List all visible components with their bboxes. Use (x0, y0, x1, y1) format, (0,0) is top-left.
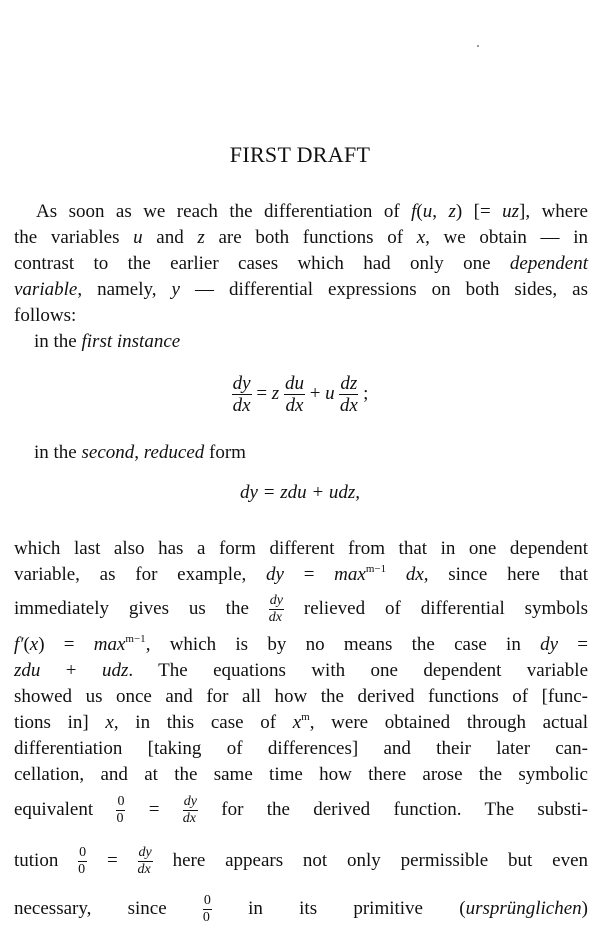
paragraph-line: tions in] x, in this case of $x^m$, were obtained through actual (14, 711, 588, 733)
scan-speck (477, 45, 479, 47)
paragraph-line: variable, namely, y — differential expressions on both sides, as (14, 279, 588, 300)
paragraph-line: which last also has a form different from that in one dependent (14, 538, 588, 559)
fraction: $\frac{dy}{dx}$ (137, 845, 152, 877)
fraction: $\frac{0}{0}$ (78, 845, 87, 877)
fraction: $\frac{dy}{dx}$ (268, 593, 283, 625)
equation-derivative: $\frac{dy}{dx}$ = z $\frac{du}{dx}$ + u $\frac{dz}{dx}$ ; (232, 373, 369, 416)
fraction: $\frac{dy}{dx}$ (232, 373, 251, 416)
paragraph-line: equivalent $\frac{0}{0}$ = $\frac{dy}{dx}$ for the derived function. The substi- (14, 794, 589, 826)
paragraph-line: differentiation [taking of differences] and their later can- (14, 738, 588, 759)
paragraph-line: in the first instance (34, 331, 181, 352)
paragraph-line: cellation, and at the same time how there arose the symbolic (14, 764, 588, 785)
paragraph-line: tution $\frac{0}{0}$ = $\frac{dy}{dx}$ here appears not only permissible but even (14, 845, 589, 877)
paragraph-line: in the second, reduced form (34, 442, 246, 463)
paragraph-line: variable, as for example, dy = $\max^{m-1}$ dx, since here that (14, 563, 588, 585)
paragraph-line: zdu + udz. The equations with one dependent variable (14, 660, 588, 681)
page-title: FIRST DRAFT (229, 142, 371, 167)
paragraph-line: As soon as we reach the differentiation of f(u, z) [= uz], where (36, 201, 588, 222)
fraction: $\frac{0}{0}$ (202, 893, 211, 925)
paragraph-line: necessary, since $\frac{0}{0}$ in its primitive (ursprünglichen) (14, 893, 588, 925)
paragraph-line: $f'(x) = \max^{m-1}$, which is by no means the case in dy = (14, 633, 588, 655)
paragraph-line: immediately gives us the $\frac{dy}{dx}$ relieved of differential symbols (14, 593, 588, 625)
paragraph-line: follows: (14, 305, 77, 326)
equation-differential: dy = zdu + udz, (239, 482, 361, 503)
paragraph-line: contrast to the earlier cases which had only one dependent (14, 253, 588, 274)
paragraph-line: the variables u and z are both functions of x, we obtain — in (14, 227, 588, 248)
fraction: $\frac{0}{0}$ (116, 794, 125, 826)
fraction: $\frac{du}{dx}$ (284, 373, 304, 416)
paragraph-line: showed us once and for all how the derived functions of [func- (14, 686, 588, 707)
fraction: $\frac{dy}{dx}$ (182, 794, 197, 826)
fraction: $\frac{dz}{dx}$ (339, 373, 358, 416)
